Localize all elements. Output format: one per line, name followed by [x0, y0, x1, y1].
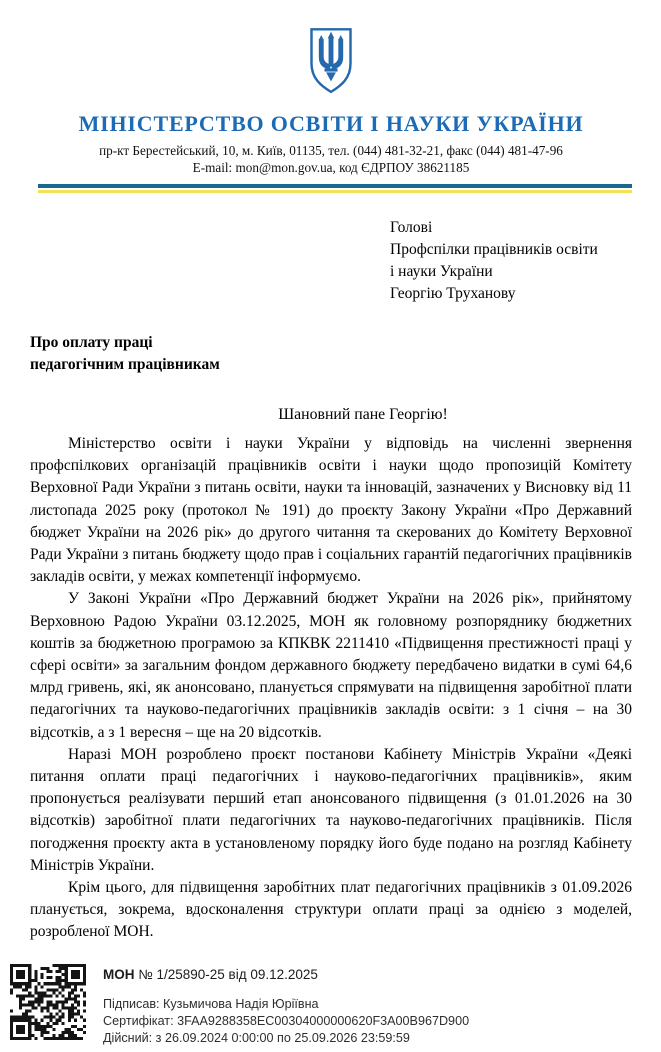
recipient-block: [390, 217, 632, 305]
separator-yellow-line: [38, 190, 632, 193]
subject-line-2: педагогічним працівникам: [30, 356, 220, 373]
trident-emblem-icon: [305, 26, 357, 96]
doc-number-line: [103, 967, 469, 982]
flag-separator: [38, 184, 632, 193]
recipient-line: і науки України: [390, 263, 493, 280]
recipient-line: Голові: [390, 219, 433, 236]
letterhead: [30, 0, 632, 176]
stamp-details: [103, 996, 469, 1047]
letter-body: [30, 433, 632, 944]
ministry-name: МІНІСТЕРСТВО ОСВІТИ І НАУКИ УКРАЇНИ: [78, 111, 584, 136]
certificate-line: Сертифікат: 3FAA9288358EC00304000000620F3A00B967D900: [103, 1014, 470, 1028]
address-line-1: пр-кт Берестейський, 10, м. Київ, 01135, тел. (044) 481-32-21, факс (044) 481-47-96: [99, 143, 563, 158]
recipient-line: Профспілки працівників освіти: [390, 241, 598, 258]
stamp-text: [103, 964, 469, 1047]
subject-line-1: Про оплату праці: [30, 334, 153, 351]
greeting: Шановний пане Георгію!: [278, 406, 448, 423]
body-paragraph: Міністерство освіти і науки України у відповідь на численні звернення профспілкових організацій працівників освіти і науки щодо пропозицій Комітету Верховної Ради України з питань освіти, науки та інновацій, зазначених у Висновку від 11 листопада 2025 року (протокол № 191) до проєкту Закону України «Про Державний бюджет України на 2026 рік» до другого читання та скерованих до Комітету Верховної Ради України з питань бюджету щодо прав і соціальних гарантій педагогічних працівників закладів освіти, у межах компетенції інформуємо.: [30, 435, 632, 586]
doc-number: № 1/25890-25 від 09.12.2025: [138, 967, 318, 982]
body-paragraph: Наразі МОН розроблено проєкт постанови Кабінету Міністрів України «Деякі питання оплати праці педагогічних і науково-педагогічних працівників», яким пропонується реалізувати перший етап анонсованого підвищення (з 01.01.2026 на 30 відсотків) заробітної плати педагогічних та науково-педагогічних працівників. Після погодження проєкту акта в установленому порядку його буде подано на розгляд Кабінету Міністрів України.: [30, 745, 632, 874]
subject-block: [30, 332, 632, 376]
qr-code: [10, 964, 86, 1040]
signer-line: Підписав: Кузьмичова Надія Юріївна: [103, 997, 319, 1011]
address-block: [30, 142, 632, 176]
body-paragraph: У Законі України «Про Державний бюджет України на 2026 рік», прийнятому Верховною Радою України 03.12.2025, МОН як головному розпоряднику бюджетних коштів за бюджетною програмою за КПКВК 2211410 «Підвищення престижності праці у сфері освіти» за загальним фондом державного бюджету передбачено видатки в сумі 64,6 млрд гривень, які, як анонсовано, планується спрямувати на підвищення заробітної плати педагогічних та науково-педагогічних працівників закладів освіти: з 1 січня – на 30 відсотків, а з 1 вересня – ще на 20 відсотків.: [30, 590, 632, 741]
address-line-2: E-mail: mon@mon.gov.ua, код ЄДРПОУ 38621185: [192, 160, 470, 175]
recipient-line: Георгію Труханову: [390, 285, 516, 302]
signature-stamp: [10, 964, 469, 1047]
validity-line: Дійсний: з 26.09.2024 0:00:00 по 25.09.2026 23:59:59: [103, 1031, 410, 1045]
body-paragraph: Крім цього, для підвищення заробітних плат педагогічних працівників з 01.09.2026 планується, зокрема, вдосконалення структури оплати праці за однією з моделей, розробленої МОН.: [30, 879, 632, 941]
doc-label: МОН: [103, 967, 135, 982]
